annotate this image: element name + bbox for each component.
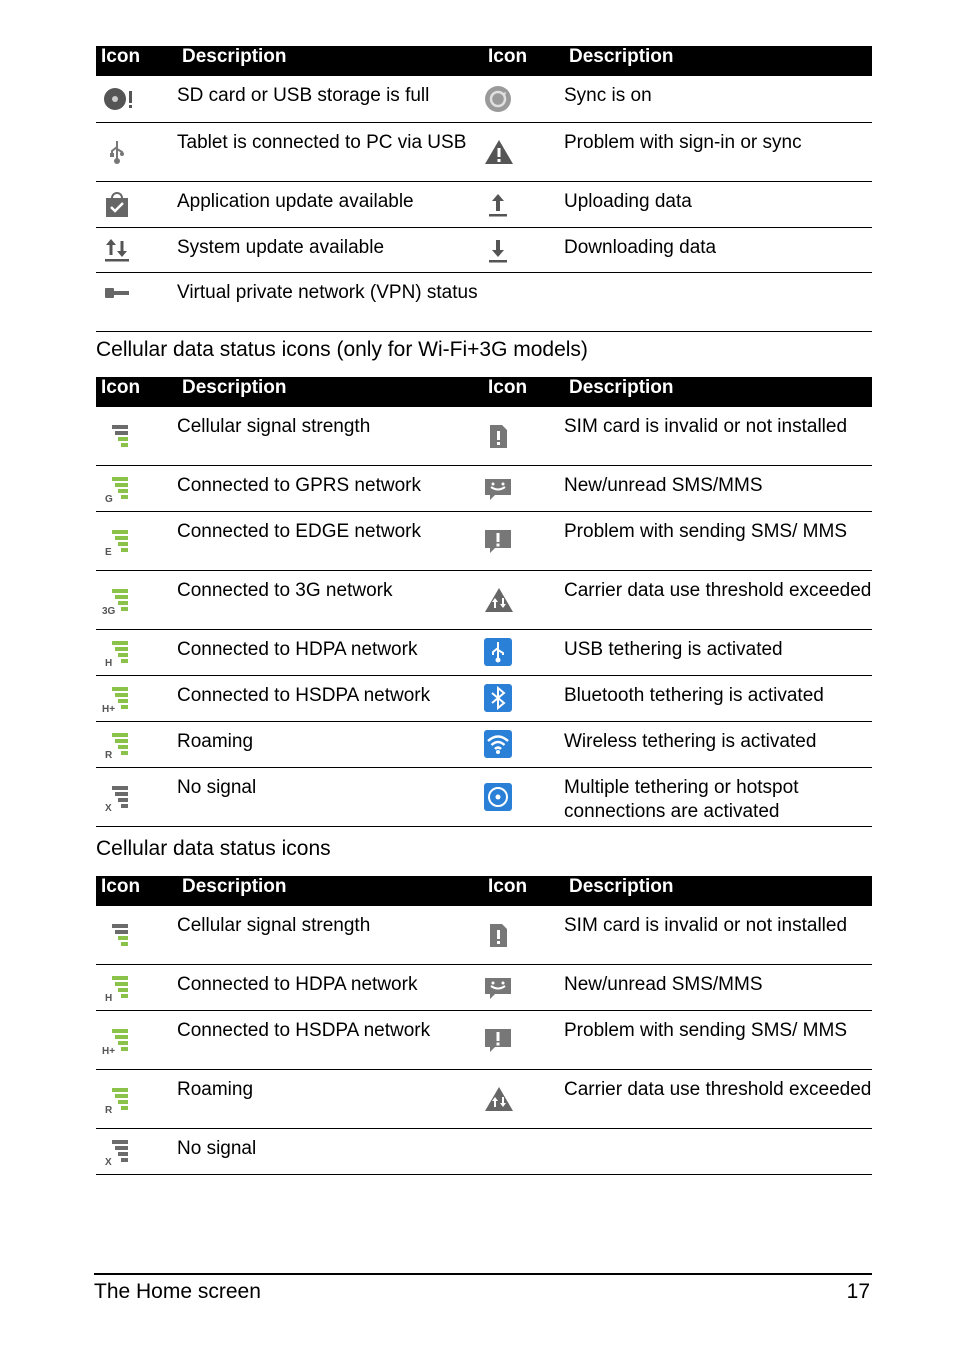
header-description: Description [564, 876, 872, 906]
sms-icon [483, 972, 513, 1002]
warning-icon [483, 137, 515, 167]
signal-strength-icon [102, 585, 132, 615]
svg-text:G: G [105, 494, 113, 503]
hotspot-icon [483, 782, 513, 812]
sd-full-icon [102, 84, 136, 114]
table-row [96, 906, 872, 964]
table-row [96, 629, 872, 675]
svg-text:H+: H+ [102, 704, 116, 713]
table-row [96, 407, 872, 465]
description-cell [564, 272, 872, 331]
description-cell: Roaming [177, 1069, 483, 1128]
vpn-key-icon [102, 281, 132, 305]
svg-text:E: E [105, 546, 112, 556]
description-cell: Cellular signal strength [177, 407, 483, 465]
description-cell: Problem with sending SMS/ MMS [564, 1010, 872, 1069]
description-cell: Problem with sign-in or sync [564, 122, 872, 181]
header-description: Description [177, 377, 483, 407]
description-cell: Connected to EDGE network [177, 511, 483, 570]
footer-rule [94, 1273, 872, 1275]
description-cell: Connected to GPRS network [177, 465, 483, 511]
description-cell: Tablet is connected to PC via USB [177, 122, 483, 181]
table-row [96, 1069, 872, 1128]
description-cell [564, 1128, 872, 1174]
table-row [96, 465, 872, 511]
wifi-tether-icon [483, 729, 513, 759]
description-cell: Multiple tethering or hotspot connections are activated [564, 767, 872, 826]
footer-section-title: The Home screen [94, 1280, 261, 1303]
data-threshold-icon [483, 1084, 515, 1114]
description-cell: Connected to HDPA network [177, 629, 483, 675]
description-cell: SD card or USB storage is full [177, 76, 483, 122]
signal-strength-icon [102, 1136, 132, 1166]
svg-text:R: R [105, 1104, 113, 1114]
app-update-icon [102, 189, 132, 219]
signal-strength-icon [102, 1084, 132, 1114]
svg-text:3G: 3G [102, 605, 116, 615]
bluetooth-tether-icon [483, 683, 513, 713]
table-row [96, 181, 872, 227]
header-icon: Icon [96, 46, 177, 76]
header-icon: Icon [96, 876, 177, 906]
signal-strength-icon [102, 920, 132, 950]
svg-text:R: R [105, 750, 113, 759]
header-icon: Icon [483, 46, 564, 76]
description-cell: USB tethering is activated [564, 629, 872, 675]
description-cell: Sync is on [564, 76, 872, 122]
description-cell: Wireless tethering is activated [564, 721, 872, 767]
signal-strength-icon [102, 782, 132, 812]
header-icon: Icon [483, 377, 564, 407]
table-row [96, 272, 872, 331]
sms-error-icon [483, 526, 513, 556]
upload-icon [483, 189, 513, 219]
table-header [96, 876, 872, 906]
svg-text:X: X [105, 802, 112, 812]
table-row [96, 721, 872, 767]
signal-strength-icon [102, 637, 132, 667]
signal-strength-icon [102, 683, 132, 713]
usb-tether-icon [483, 637, 513, 667]
table-row [96, 511, 872, 570]
description-cell: Cellular signal strength [177, 906, 483, 964]
table-row [96, 122, 872, 181]
signal-strength-icon [102, 526, 132, 556]
system-update-icon [102, 235, 132, 265]
table-row [96, 570, 872, 629]
header-description: Description [177, 876, 483, 906]
cellular-icons-table [96, 377, 872, 827]
description-cell: Virtual private network (VPN) status [177, 272, 483, 331]
description-cell: System update available [177, 227, 483, 272]
signal-strength-icon [102, 729, 132, 759]
description-cell: Uploading data [564, 181, 872, 227]
sms-error-icon [483, 1025, 513, 1055]
description-cell: Connected to HDPA network [177, 964, 483, 1010]
svg-text:H: H [105, 993, 113, 1002]
svg-text:X: X [105, 1157, 112, 1166]
description-cell: Connected to HSDPA network [177, 675, 483, 721]
sim-invalid-icon [483, 421, 513, 451]
section-caption: Cellular data status icons [96, 837, 331, 860]
header-icon: Icon [96, 377, 177, 407]
header-description: Description [177, 46, 483, 76]
table-row [96, 964, 872, 1010]
cellular-icons-table-2 [96, 876, 872, 1175]
description-cell: Roaming [177, 721, 483, 767]
description-cell: Application update available [177, 181, 483, 227]
download-icon [483, 235, 513, 265]
header-icon: Icon [483, 876, 564, 906]
section-caption: Cellular data status icons (only for Wi-Fi+3G models) [96, 338, 588, 361]
svg-text:H: H [105, 658, 113, 667]
table-row [96, 675, 872, 721]
description-cell: New/unread SMS/MMS [564, 465, 872, 511]
table-row [96, 767, 872, 826]
sms-icon [483, 473, 513, 503]
table-header [96, 46, 872, 76]
page-number: 17 [846, 1280, 870, 1303]
description-cell: No signal [177, 767, 483, 826]
signal-strength-icon [102, 972, 132, 1002]
signal-strength-icon [102, 473, 132, 503]
header-description: Description [564, 46, 872, 76]
description-cell: Carrier data use threshold exceeded [564, 1069, 872, 1128]
table-row [96, 1128, 872, 1174]
description-cell: SIM card is invalid or not installed [564, 407, 872, 465]
status-icons-table [96, 46, 872, 332]
signal-strength-icon [102, 421, 132, 451]
description-cell: New/unread SMS/MMS [564, 964, 872, 1010]
usb-icon [102, 137, 132, 167]
svg-text:H+: H+ [102, 1045, 116, 1055]
sim-invalid-icon [483, 920, 513, 950]
sync-on-icon [483, 84, 513, 114]
signal-strength-icon [102, 1025, 132, 1055]
description-cell: Connected to HSDPA network [177, 1010, 483, 1069]
table-row [96, 1010, 872, 1069]
description-cell: Connected to 3G network [177, 570, 483, 629]
description-cell: No signal [177, 1128, 483, 1174]
description-cell: Problem with sending SMS/ MMS [564, 511, 872, 570]
description-cell: Carrier data use threshold exceeded [564, 570, 872, 629]
header-description: Description [564, 377, 872, 407]
table-header [96, 377, 872, 407]
description-cell: SIM card is invalid or not installed [564, 906, 872, 964]
description-cell: Bluetooth tethering is activated [564, 675, 872, 721]
description-cell: Downloading data [564, 227, 872, 272]
table-row [96, 227, 872, 272]
table-row [96, 76, 872, 122]
data-threshold-icon [483, 585, 515, 615]
